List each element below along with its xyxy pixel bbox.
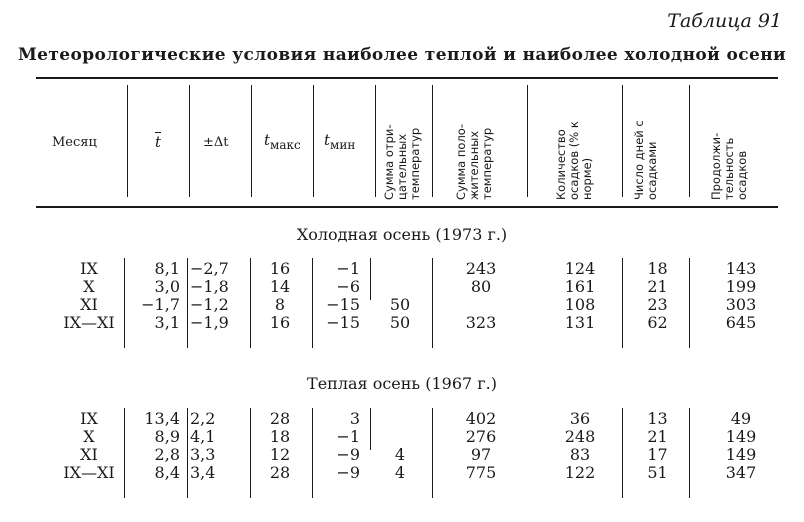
cell-pos-sum: 775 (465, 463, 497, 482)
cell-pos-sum: 323 (465, 313, 497, 332)
table-row (0, 446, 804, 464)
cell-precip: 161 (564, 277, 596, 296)
cell-t-max: 16 (269, 259, 291, 278)
cell-month: X (83, 427, 95, 446)
cell-t-max: 8 (274, 295, 286, 314)
cell-rain-days: 51 (647, 463, 668, 482)
cell-rain-days: 62 (647, 313, 668, 332)
page-title: Метеорологические условия наиболее теплой и наиболее холодной осени (17, 45, 787, 65)
cell-precip: 124 (564, 259, 596, 278)
cell-duration: 199 (725, 277, 757, 296)
cell-t-delta: −1,8 (190, 277, 229, 296)
cell-precip: 131 (564, 313, 596, 332)
header-divider (313, 85, 314, 197)
header-duration: Продолжи- тельность осадков (709, 132, 749, 200)
header-t-max: $t_{макс}$ (264, 131, 301, 152)
header-positive-sum: Сумма поло- жительных температур (454, 124, 494, 200)
cell-precip: 83 (569, 445, 591, 464)
cell-t-delta: 4,1 (190, 427, 216, 446)
cell-pos-sum: 402 (465, 409, 497, 428)
cell-neg-sum: 4 (394, 463, 406, 482)
cell-t-min: −15 (326, 313, 360, 332)
cell-t-delta: −2,7 (190, 259, 229, 278)
cell-rain-days: 21 (647, 427, 668, 446)
table-row (0, 464, 804, 482)
header-precipitation: Количество осадков (% к норме) (554, 121, 594, 200)
cell-duration: 149 (725, 427, 757, 446)
header-divider (189, 85, 190, 197)
header-divider (689, 85, 690, 197)
cell-neg-sum: 50 (389, 313, 411, 332)
table-row (0, 428, 804, 446)
header-divider (527, 85, 528, 197)
cell-t-min: −9 (336, 445, 360, 464)
cell-month: XI (80, 295, 98, 314)
table-row (0, 278, 804, 296)
header-divider (622, 85, 623, 197)
cell-duration: 143 (725, 259, 757, 278)
cell-t-delta: 3,3 (190, 445, 216, 464)
cell-t-max: 28 (269, 409, 291, 428)
header-t-mean: $\overline{t}$ (155, 133, 162, 151)
cell-pos-sum: 80 (470, 277, 492, 296)
cell-month: IX (80, 259, 98, 278)
cell-rain-days: 21 (647, 277, 668, 296)
cell-rain-days: 23 (647, 295, 668, 314)
cell-t-mean: 8,1 (154, 259, 180, 278)
header-t-delta: ±Δt (203, 135, 229, 150)
cell-t-mean: −1,7 (141, 295, 180, 314)
cell-t-delta: −1,9 (190, 313, 229, 332)
cell-neg-sum: 50 (389, 295, 411, 314)
cell-t-min: 3 (349, 409, 360, 428)
header-t-min: $t_{мин}$ (324, 131, 356, 152)
cell-t-mean: 3,1 (154, 313, 180, 332)
cell-precip: 36 (569, 409, 591, 428)
cell-neg-sum: 4 (394, 445, 406, 464)
cell-pos-sum: 243 (465, 259, 497, 278)
cell-t-delta: 2,2 (190, 409, 216, 428)
cell-rain-days: 17 (647, 445, 668, 464)
header-divider (432, 85, 433, 197)
cell-t-min: −6 (336, 277, 360, 296)
cell-t-max: 18 (269, 427, 291, 446)
table-row (0, 314, 804, 332)
cell-t-max: 12 (269, 445, 291, 464)
cell-t-mean: 8,4 (154, 463, 180, 482)
header-rule-top (36, 77, 778, 79)
section-title: Холодная осень (1973 г.) (296, 225, 508, 244)
cell-t-max: 14 (269, 277, 291, 296)
table-row (0, 296, 804, 314)
cell-rain-days: 18 (647, 259, 668, 278)
header-month: Месяц (52, 135, 97, 150)
cell-t-mean: 13,4 (144, 409, 180, 428)
cell-t-min: −1 (336, 259, 360, 278)
cell-t-max: 28 (269, 463, 291, 482)
cell-precip: 122 (564, 463, 596, 482)
cell-precip: 108 (564, 295, 596, 314)
cell-t-mean: 2,8 (154, 445, 180, 464)
cell-month: IX—XI (63, 463, 115, 482)
cell-pos-sum: 97 (470, 445, 492, 464)
header-rain-days: Число дней с осадками (632, 120, 659, 200)
header-divider (127, 85, 128, 197)
cell-t-min: −9 (336, 463, 360, 482)
cell-duration: 645 (725, 313, 757, 332)
header-negative-sum: Сумма отри- цательных температур (382, 124, 422, 200)
cell-duration: 303 (725, 295, 757, 314)
table-row (0, 410, 804, 428)
table-number: Таблица 91 (667, 10, 782, 32)
cell-t-mean: 3,0 (154, 277, 180, 296)
table-row (0, 260, 804, 278)
cell-t-min: −15 (326, 295, 360, 314)
cell-t-max: 16 (269, 313, 291, 332)
cell-precip: 248 (564, 427, 596, 446)
section-title: Теплая осень (1967 г.) (307, 374, 497, 393)
cell-t-delta: 3,4 (190, 463, 216, 482)
cell-t-delta: −1,2 (190, 295, 229, 314)
cell-pos-sum: 276 (465, 427, 497, 446)
cell-t-min: −1 (336, 427, 360, 446)
header-rule-bottom (36, 206, 778, 208)
cell-duration: 49 (730, 409, 752, 428)
cell-month: XI (80, 445, 98, 464)
cell-t-mean: 8,9 (154, 427, 180, 446)
cell-month: X (83, 277, 95, 296)
cell-month: IX (80, 409, 98, 428)
cell-duration: 149 (725, 445, 757, 464)
header-divider (251, 85, 252, 197)
header-divider (375, 85, 376, 197)
cell-duration: 347 (725, 463, 757, 482)
cell-rain-days: 13 (647, 409, 668, 428)
cell-month: IX—XI (63, 313, 115, 332)
